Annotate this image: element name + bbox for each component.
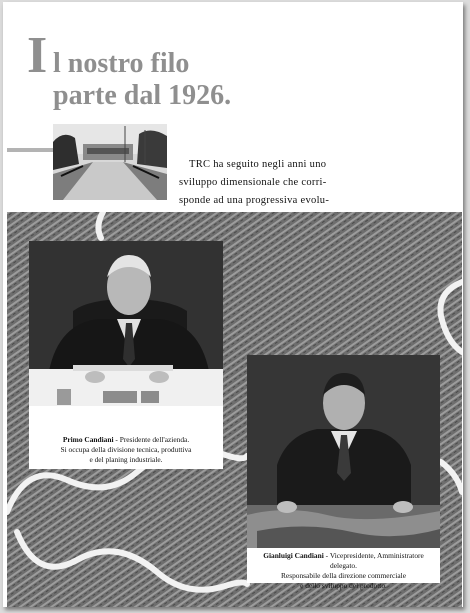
heading-initial: I [27,27,47,84]
caption-primo-role: - Presidente dell'azienda. [113,435,190,444]
portrait-photo-gianluigi [247,355,440,548]
caption-gianluigi-name: Gianluigi Candiani [263,551,324,560]
intro-line: sponde ad una progressiva evolu- [179,195,330,206]
caption-gianluigi-line-3: e dello sviluppo del prodotto. [300,581,387,590]
caption-gianluigi-role: - Vicepresidente, Amministratore delegato. [323,551,424,570]
caption-gianluigi-line-2: Responsabile della direzione commerciale [281,571,406,580]
intro-line: sviluppo dimensionale che corri- [179,177,327,188]
intro-paragraph [179,156,429,210]
portrait-card-gianluigi [247,355,440,590]
intro-line: TRC ha seguito negli anni uno [189,159,327,170]
decorative-rule [7,148,55,152]
caption-primo-line-2: Si occupa della divisione tecnica, produttiva [60,445,192,454]
brochure-page [3,2,463,607]
heading-line-1: l nostro filo [53,48,190,79]
caption-gianluigi [251,551,436,591]
caption-primo-line-1 [33,435,219,445]
heading-line-2: parte dal 1926. [53,80,232,111]
caption-primo-line-3: e del planing industriale. [89,455,163,464]
tweed-fabric-background [7,212,462,607]
caption-gianluigi-line-1 [251,551,436,571]
factory-entrance-photo [53,124,167,200]
caption-primo [33,435,219,465]
portrait-card-primo [29,241,223,469]
caption-primo-name: Primo Candiani [62,435,114,444]
portrait-photo-primo [29,241,223,406]
